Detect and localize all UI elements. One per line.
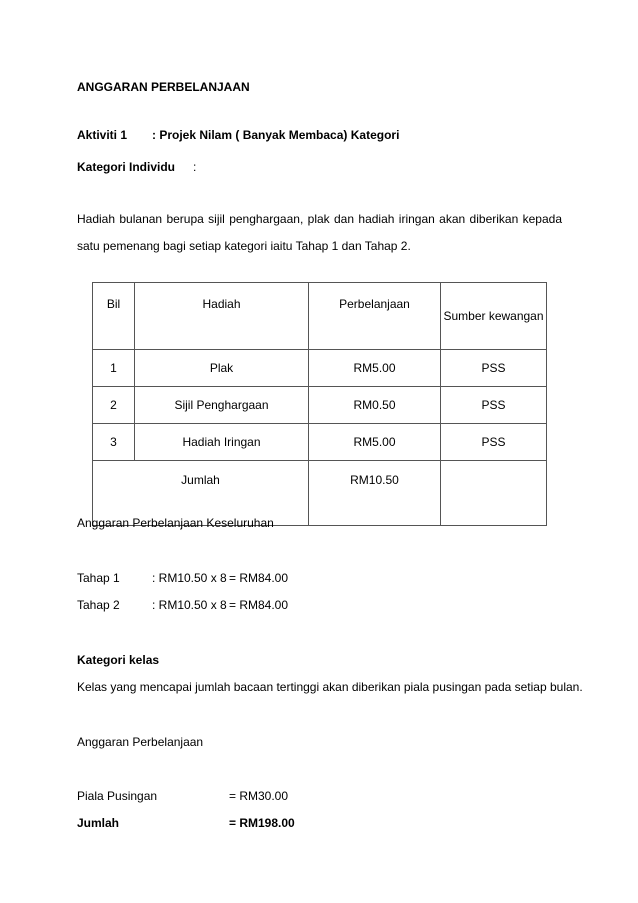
expense-table	[92, 282, 547, 526]
header-hadiah: Hadiah	[135, 283, 309, 350]
total-value: RM10.50	[309, 461, 441, 526]
intro-paragraph: Hadiah bulanan berupa sijil penghargaan, plak dan hadiah iringan akan diberikan kepada satu pemenang bagi setiap kategori iaitu Tahap 1 dan Tahap 2.	[77, 212, 562, 253]
total-empty-cell	[441, 461, 547, 526]
table-header-row	[93, 283, 547, 350]
cell-bil: 2	[93, 387, 135, 424]
doc-title: ANGGARAN PERBELANJAAN	[77, 80, 250, 94]
anggaran-heading: Anggaran Perbelanjaan	[77, 735, 204, 749]
cell-hadiah: Plak	[135, 350, 309, 387]
cell-sumber: PSS	[441, 424, 547, 461]
tahap-2-label: Tahap 2	[77, 598, 120, 612]
cell-hadiah: Sijil Penghargaan	[135, 387, 309, 424]
kelas-heading: Kategori kelas	[77, 653, 160, 667]
kategori-label: Kategori Individu	[77, 160, 176, 174]
header-bil: Bil	[93, 283, 135, 350]
tahap-2-result: = RM84.00	[229, 598, 289, 612]
cell-hadiah: Hadiah Iringan	[135, 424, 309, 461]
aktiviti-label: Aktiviti 1	[77, 128, 128, 142]
jumlah-value: = RM198.00	[229, 816, 295, 830]
tahap-1-calc: : RM10.50 x 8	[152, 571, 227, 585]
keseluruhan-heading: Anggaran Perbelanjaan Keseluruhan	[77, 516, 274, 530]
tahap-1-result: = RM84.00	[229, 571, 289, 585]
header-perbelanjaan: Perbelanjaan	[309, 283, 441, 350]
tahap-1-label: Tahap 1	[77, 571, 120, 585]
table-row	[93, 387, 547, 424]
cell-sumber: PSS	[441, 387, 547, 424]
header-sumber: Sumber kewangan	[441, 283, 547, 350]
cell-perbelanjaan: RM5.00	[309, 350, 441, 387]
piala-label: Piala Pusingan	[77, 789, 158, 803]
cell-bil: 1	[93, 350, 135, 387]
piala-value: = RM30.00	[229, 789, 289, 803]
cell-perbelanjaan: RM0.50	[309, 387, 441, 424]
tahap-2-calc: : RM10.50 x 8	[152, 598, 227, 612]
cell-sumber: PSS	[441, 350, 547, 387]
table-row	[93, 350, 547, 387]
kelas-text: Kelas yang mencapai jumlah bacaan tertinggi akan diberikan piala pusingan pada setiap bulan.	[77, 680, 583, 694]
cell-bil: 3	[93, 424, 135, 461]
cell-perbelanjaan: RM5.00	[309, 424, 441, 461]
table-row	[93, 424, 547, 461]
jumlah-label: Jumlah	[77, 816, 120, 830]
kategori-value: :	[193, 160, 197, 174]
aktiviti-value: : Projek Nilam ( Banyak Membaca) Kategori	[152, 128, 400, 142]
total-label: Jumlah	[93, 461, 309, 526]
